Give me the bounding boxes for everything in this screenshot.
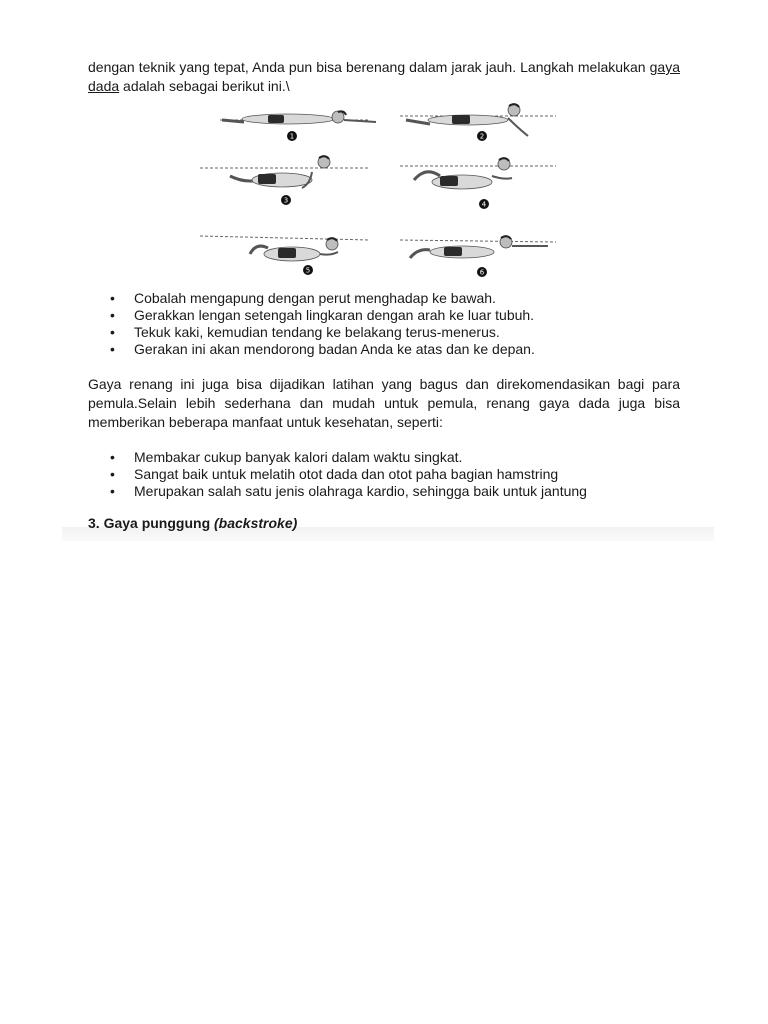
document-content [88, 58, 680, 532]
list-item [88, 290, 680, 307]
section-heading-prefix: 3. Gaya punggung [88, 515, 215, 531]
bullet-icon: • [110, 307, 115, 323]
bullet-icon: • [110, 324, 115, 340]
swimmer-panel-4 [400, 158, 556, 209]
benefits-intro-paragraph: Gaya renang ini juga bisa dijadikan latihan yang bagus dan direkomendasikan bagi para pemula.Selain lebih sederhana dan mudah untuk pemula, renang gaya dada juga bisa memberikan beberapa manfaat untuk kesehatan, seperti: [88, 376, 680, 430]
intro-underlined-term: gaya dada [88, 59, 680, 94]
bullet-icon: • [110, 341, 115, 357]
swimmer-panel-3 [200, 156, 370, 205]
bullet-icon: • [110, 483, 115, 499]
intro-paragraph [88, 58, 680, 96]
step-text: Gerakkan lengan setengah lingkaran dengan arah ke luar tubuh. [134, 307, 535, 323]
swimmer-panel-1 [220, 111, 376, 141]
step-text: Cobalah mengapung dengan perut menghadap ke bawah. [134, 290, 496, 306]
swimmer-panel-2 [400, 104, 556, 141]
panel-number-3: 3 [283, 196, 289, 205]
list-item [88, 324, 680, 341]
bullet-icon: • [110, 290, 115, 306]
panel-number-2: 2 [479, 132, 485, 141]
panel-number-4: 4 [481, 200, 487, 209]
panel-number-1: 1 [289, 132, 295, 141]
panel-number-6: 6 [479, 268, 485, 277]
intro-text-part2: adalah sebagai berikut ini.\ [119, 78, 290, 94]
list-item [88, 483, 680, 500]
breaststroke-steps-list [88, 290, 680, 358]
bullet-icon: • [110, 466, 115, 482]
list-item [88, 341, 680, 358]
section-heading [88, 514, 680, 532]
benefit-text: Membakar cukup banyak kalori dalam waktu singkat. [134, 449, 463, 465]
list-item [88, 449, 680, 466]
swimmer-panel-5 [200, 236, 370, 275]
benefit-text: Merupakan salah satu jenis olahraga kardio, sehingga baik untuk jantung [134, 483, 587, 499]
breaststroke-steps-figure [200, 100, 572, 280]
intro-text-part1: dengan teknik yang tepat, Anda pun bisa berenang dalam jarak jauh. Langkah melakukan [88, 59, 650, 75]
breaststroke-illustration [200, 100, 572, 280]
step-text: Gerakan ini akan mendorong badan Anda ke atas dan ke depan. [134, 341, 535, 357]
section-heading-italic: (backstroke) [214, 515, 298, 531]
bullet-icon: • [110, 449, 115, 465]
list-item [88, 466, 680, 483]
benefit-text: Sangat baik untuk melatih otot dada dan otot paha bagian hamstring [134, 466, 559, 482]
benefits-list [88, 449, 680, 500]
list-item [88, 307, 680, 324]
step-text: Tekuk kaki, kemudian tendang ke belakang terus-menerus. [134, 324, 500, 340]
panel-number-5: 5 [305, 266, 311, 275]
swimmer-panel-6 [400, 236, 556, 277]
